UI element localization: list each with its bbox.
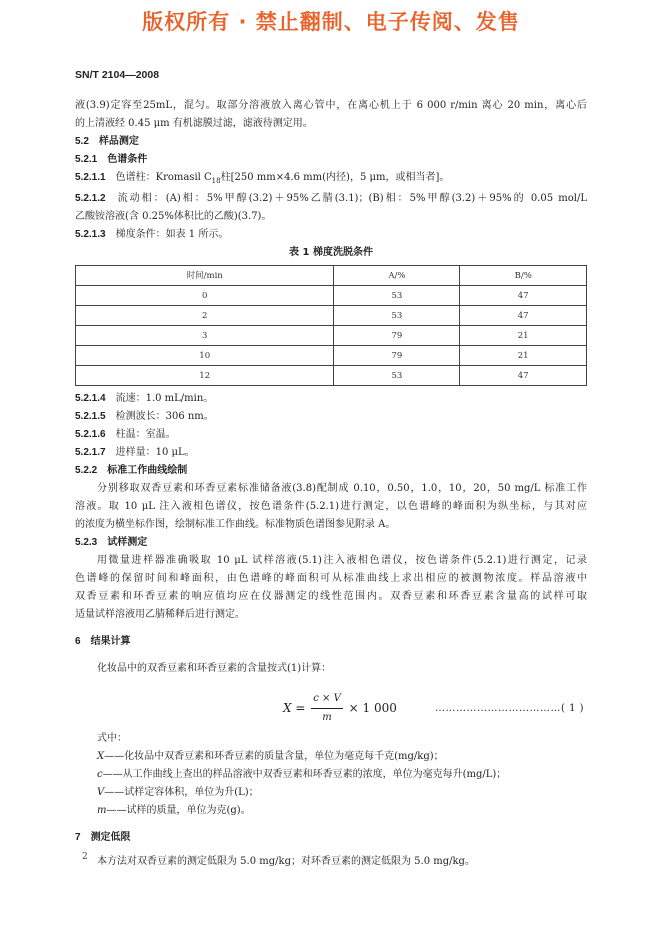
- variable-symbol: m: [97, 805, 107, 816]
- item-number: 5.2.1.5: [75, 411, 106, 422]
- formula-expression: [283, 690, 397, 727]
- variable-definition: [75, 784, 587, 802]
- item-5-2-1-3: [75, 226, 587, 244]
- table-cell: 21: [460, 326, 587, 346]
- table-header-cell: A/%: [334, 266, 460, 286]
- section-title: 样品测定: [98, 136, 139, 147]
- item-text: 进样量：10 μL。: [115, 447, 195, 458]
- section-number: 5.2.2: [75, 465, 98, 476]
- section-number: 5.2.3: [75, 537, 98, 548]
- item-5-2-1-5: [75, 408, 587, 426]
- table-header-cell: B/%: [460, 266, 587, 286]
- section-number: 5.2.1: [75, 154, 98, 165]
- table-cell: 0: [76, 286, 334, 306]
- item-5-2-1-7: [75, 444, 587, 462]
- section-title: 测定低限: [90, 832, 131, 843]
- formula-numerator: c × V: [311, 690, 343, 709]
- item-text: 柱[250 mm×4.6 mm(内径)，5 μm，或相当者]。: [220, 172, 450, 183]
- paragraph-line: 溶液。取 10 μL 注入液相色谱仪，按色谱条件(5.2.1)进行测定，以色谱峰的峰面积为纵坐标，与其对应: [75, 501, 587, 512]
- item-text: 梯度条件：如表 1 所示。: [115, 229, 229, 240]
- variable-symbol: c: [97, 769, 103, 780]
- table-row: [76, 346, 587, 366]
- variable-description: ——从工作曲线上查出的样品溶液中双香豆素和环香豆素的浓度，单位为毫克每升(mg/L)；: [102, 769, 507, 780]
- item-text: 流速：1.0 mL/min。: [115, 393, 214, 404]
- variable-description: ——试样的质量，单位为克(g)。: [106, 805, 251, 816]
- table-cell: 53: [334, 366, 460, 386]
- section-heading-5-2-3: [75, 534, 587, 552]
- paragraph-line: 用微量进样器准确吸取 10 μL 试样溶液(5.1)注入液相色谱仪，按色谱条件(5.2.1)进行测定，记录: [97, 555, 587, 566]
- section-number: 7: [75, 832, 81, 843]
- variable-definition: [75, 802, 587, 820]
- item-5-2-1-4: [75, 390, 587, 408]
- standard-code: SN/T 2104—2008: [75, 69, 160, 81]
- table-cell: 12: [76, 366, 334, 386]
- table-header-row: [76, 266, 587, 286]
- section-heading-5-2: [75, 133, 587, 151]
- table-cell: 3: [76, 326, 334, 346]
- item-number: 5.2.1.4: [75, 393, 106, 404]
- section-heading-5-2-1: [75, 151, 587, 169]
- table-cell: 53: [334, 306, 460, 326]
- section-title: 结果计算: [90, 636, 131, 647]
- table-cell: 47: [460, 366, 587, 386]
- section-title: 标准工作曲线绘制: [107, 465, 188, 476]
- table-cell: 10: [76, 346, 334, 366]
- paragraph-line: 色谱峰的保留时间和峰面积，由色谱峰的峰面积可从标准曲线上求出相应的被测物浓度。样品溶液中: [75, 573, 587, 584]
- paragraph-line: 分别移取双香豆素和环香豆素标准储备液(3.8)配制成 0.10，0.50，1.0，10，20，50 mg/L 标准工作: [97, 483, 587, 494]
- paragraph-line: 适量试样溶液用乙腈稀释后进行测定。: [75, 609, 245, 620]
- formula-leader: [435, 700, 584, 718]
- item-number: 5.2.1.1: [75, 172, 106, 183]
- table-row: [76, 366, 587, 386]
- table-row: [76, 306, 587, 326]
- subscript: 18: [211, 177, 221, 185]
- document-body: [75, 97, 587, 871]
- table-cell: 47: [460, 286, 587, 306]
- table-row: [76, 286, 587, 306]
- paragraph-line: 液(3.9)定容至25mL，混匀。取部分溶液放入离心管中，在离心机上于 6 000 r/min 离心 20 min，离心后: [75, 100, 587, 111]
- item-text: 检测波长：306 nm。: [115, 411, 214, 422]
- variable-definition: [75, 748, 587, 766]
- section-heading-7: [75, 829, 587, 847]
- formula-lhs: X =: [283, 701, 306, 715]
- formula-rhs: × 1 000: [348, 701, 397, 715]
- paragraph-line: 化妆品中的双香豆素和环香豆素的含量按式(1)计算：: [97, 663, 332, 674]
- watermark-banner: 版权所有 · 禁止翻制、电子传阅、发售: [142, 10, 520, 34]
- table-cell: 21: [460, 346, 587, 366]
- item-text: 流动相：(A)相：5%甲醇(3.2)＋95%乙腈(3.1)；(B)相：5%甲醇(3.2)＋95%的 0.05 mol/L: [115, 193, 587, 204]
- item-text: 色谱柱：Kromasil C: [115, 172, 212, 183]
- table-cell: 79: [334, 326, 460, 346]
- variable-definition: [75, 766, 587, 784]
- table-row: [76, 326, 587, 346]
- equation-number: ( 1 ): [561, 703, 585, 714]
- variable-symbol: X: [97, 751, 105, 762]
- paragraph-line: 乙酸铵溶液(含 0.25%体积比的乙酸)(3.7)。: [75, 211, 272, 222]
- table-cell: 2: [76, 306, 334, 326]
- item-number: 5.2.1.2: [75, 193, 106, 204]
- item-number: 5.2.1.6: [75, 429, 106, 440]
- variable-symbol: V: [97, 787, 105, 798]
- section-title: 色谱条件: [107, 154, 148, 165]
- item-5-2-1-1: [75, 169, 587, 190]
- paragraph-line: 双香豆素和环香豆素的响应值均应在仪器测定的线性范围内。双香豆素和环香豆素含量高的试样可取: [75, 591, 587, 602]
- table-cell: 79: [334, 346, 460, 366]
- leader-dots: ………………………………: [435, 703, 561, 714]
- table-caption: 表 1 梯度洗脱条件: [289, 247, 373, 258]
- variable-description: ——化妆品中双香豆素和环香豆素的质量含量，单位为毫克每千克(mg/kg)；: [104, 751, 444, 762]
- table-cell: 47: [460, 306, 587, 326]
- paragraph-line: 的浓度为横坐标作图，绘制标准工作曲线。标准物质色谱图参见附录 A。: [75, 519, 396, 530]
- where-label: 式中：: [97, 733, 127, 744]
- item-text: 柱温：室温。: [115, 429, 176, 440]
- variable-description: ——试样定容体积，单位为升(L)；: [104, 787, 259, 798]
- gradient-table: [75, 265, 587, 386]
- section-heading-6: [75, 633, 587, 651]
- item-5-2-1-6: [75, 426, 587, 444]
- table-cell: 53: [334, 286, 460, 306]
- table-header-cell: 时间/min: [76, 266, 334, 286]
- section-number: 5.2: [75, 136, 89, 147]
- paragraph-line: 的上清液经 0.45 μm 有机滤膜过滤，滤液待测定用。: [75, 118, 313, 129]
- formula-fraction: [311, 690, 343, 727]
- item-5-2-1-2: [75, 190, 587, 208]
- section-number: 6: [75, 636, 81, 647]
- item-number: 5.2.1.7: [75, 447, 106, 458]
- formula-denominator: m: [322, 712, 332, 723]
- formula-1: [75, 686, 587, 730]
- page-number: 2: [82, 852, 88, 862]
- section-title: 试样测定: [107, 537, 148, 548]
- item-number: 5.2.1.3: [75, 229, 106, 240]
- paragraph-line: 本方法对双香豆素的测定低限为 5.0 mg/kg；对环香豆素的测定低限为 5.0 mg/kg。: [97, 856, 475, 867]
- section-heading-5-2-2: [75, 462, 587, 480]
